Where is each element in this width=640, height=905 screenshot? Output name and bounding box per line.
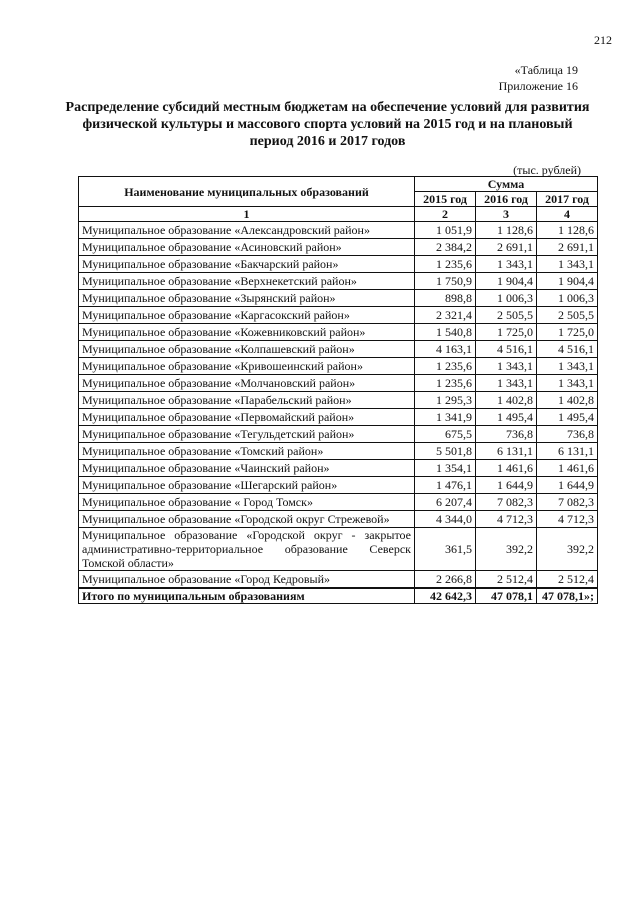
municipality-name: Муниципальное образование «Чаинский район» bbox=[79, 460, 415, 477]
value-2017: 7 082,3 bbox=[537, 494, 598, 511]
value-2016: 1 343,1 bbox=[476, 358, 537, 375]
municipality-name: Муниципальное образование «Тегульдетский район» bbox=[79, 426, 415, 443]
table-row bbox=[79, 324, 598, 341]
value-2015: 1 295,3 bbox=[415, 392, 476, 409]
value-2016: 392,2 bbox=[476, 528, 537, 571]
value-2017: 736,8 bbox=[537, 426, 598, 443]
value-2015: 1 235,6 bbox=[415, 358, 476, 375]
column-number: 3 bbox=[476, 207, 537, 222]
municipality-name: Муниципальное образование «Александровский район» bbox=[79, 222, 415, 239]
table-row bbox=[79, 392, 598, 409]
municipality-name: Муниципальное образование «Первомайский район» bbox=[79, 409, 415, 426]
value-2017: 4 712,3 bbox=[537, 511, 598, 528]
total-2017: 47 078,1»; bbox=[537, 588, 598, 604]
table-row bbox=[79, 375, 598, 392]
page-number: 212 bbox=[594, 33, 612, 47]
header-year-2016: 2016 год bbox=[476, 192, 537, 207]
value-2017: 1 725,0 bbox=[537, 324, 598, 341]
header-name: Наименование муниципальных образований bbox=[79, 177, 415, 207]
value-2016: 4 516,1 bbox=[476, 341, 537, 358]
value-2016: 1 461,6 bbox=[476, 460, 537, 477]
municipality-name: Муниципальное образование «Асиновский район» bbox=[79, 239, 415, 256]
total-row bbox=[79, 588, 598, 604]
value-2017: 392,2 bbox=[537, 528, 598, 571]
municipality-name: Муниципальное образование «Бакчарский район» bbox=[79, 256, 415, 273]
value-2015: 4 163,1 bbox=[415, 341, 476, 358]
municipality-name: Муниципальное образование «Верхнекетский район» bbox=[79, 273, 415, 290]
table-row bbox=[79, 290, 598, 307]
column-number: 1 bbox=[79, 207, 415, 222]
value-2016: 2 691,1 bbox=[476, 239, 537, 256]
value-2015: 1 341,9 bbox=[415, 409, 476, 426]
value-2016: 1 006,3 bbox=[476, 290, 537, 307]
value-2015: 5 501,8 bbox=[415, 443, 476, 460]
value-2016: 1 343,1 bbox=[476, 375, 537, 392]
value-2015: 1 476,1 bbox=[415, 477, 476, 494]
units-label: (тыс. рублей) bbox=[513, 163, 581, 177]
value-2015: 675,5 bbox=[415, 426, 476, 443]
value-2015: 2 266,8 bbox=[415, 571, 476, 589]
municipality-name: Муниципальное образование «Молчановский район» bbox=[79, 375, 415, 392]
value-2017: 1 343,1 bbox=[537, 256, 598, 273]
table-row bbox=[79, 341, 598, 358]
value-2016: 1 343,1 bbox=[476, 256, 537, 273]
table-row bbox=[79, 528, 598, 571]
value-2015: 1 750,9 bbox=[415, 273, 476, 290]
table-row bbox=[79, 477, 598, 494]
value-2015: 898,8 bbox=[415, 290, 476, 307]
value-2016: 1 725,0 bbox=[476, 324, 537, 341]
value-2017: 1 904,4 bbox=[537, 273, 598, 290]
table-row bbox=[79, 307, 598, 324]
table-row bbox=[79, 358, 598, 375]
value-2015: 4 344,0 bbox=[415, 511, 476, 528]
value-2017: 1 644,9 bbox=[537, 477, 598, 494]
value-2015: 1 354,1 bbox=[415, 460, 476, 477]
table-row bbox=[79, 239, 598, 256]
value-2016: 1 904,4 bbox=[476, 273, 537, 290]
appendix-reference: Приложение 16 bbox=[498, 79, 578, 93]
value-2017: 1 343,1 bbox=[537, 358, 598, 375]
value-2016: 2 505,5 bbox=[476, 307, 537, 324]
header-year-2015: 2015 год bbox=[415, 192, 476, 207]
value-2017: 2 512,4 bbox=[537, 571, 598, 589]
value-2017: 1 402,8 bbox=[537, 392, 598, 409]
municipality-name: Муниципальное образование « Город Томск» bbox=[79, 494, 415, 511]
value-2017: 2 691,1 bbox=[537, 239, 598, 256]
municipality-name: Муниципальное образование «Кожевниковский район» bbox=[79, 324, 415, 341]
table-reference: «Таблица 19 bbox=[514, 63, 578, 77]
value-2017: 1 343,1 bbox=[537, 375, 598, 392]
table-row bbox=[79, 511, 598, 528]
table-row bbox=[79, 571, 598, 589]
subsidy-table bbox=[78, 176, 598, 604]
municipality-name: Муниципальное образование «Томский район» bbox=[79, 443, 415, 460]
value-2016: 7 082,3 bbox=[476, 494, 537, 511]
value-2017: 1 461,6 bbox=[537, 460, 598, 477]
table-row bbox=[79, 494, 598, 511]
value-2015: 6 207,4 bbox=[415, 494, 476, 511]
value-2015: 361,5 bbox=[415, 528, 476, 571]
value-2017: 1 006,3 bbox=[537, 290, 598, 307]
value-2015: 1 235,6 bbox=[415, 375, 476, 392]
municipality-name: Муниципальное образование «Город Кедровый» bbox=[79, 571, 415, 589]
value-2016: 2 512,4 bbox=[476, 571, 537, 589]
table-row bbox=[79, 426, 598, 443]
column-number: 4 bbox=[537, 207, 598, 222]
municipality-name: Муниципальное образование «Каргасокский район» bbox=[79, 307, 415, 324]
value-2016: 1 402,8 bbox=[476, 392, 537, 409]
table-row bbox=[79, 460, 598, 477]
table-row bbox=[79, 409, 598, 426]
value-2015: 2 384,2 bbox=[415, 239, 476, 256]
annex-reference bbox=[499, 62, 578, 94]
table-row bbox=[79, 273, 598, 290]
municipality-name: Муниципальное образование «Зырянский район» bbox=[79, 290, 415, 307]
value-2017: 4 516,1 bbox=[537, 341, 598, 358]
municipality-name: Муниципальное образование «Городской округ - закрытое административно-территориальное образование Северск Томской области» bbox=[79, 528, 415, 571]
municipality-name: Муниципальное образование «Колпашевский район» bbox=[79, 341, 415, 358]
municipality-name: Муниципальное образование «Парабельский район» bbox=[79, 392, 415, 409]
value-2016: 1 495,4 bbox=[476, 409, 537, 426]
header-sum: Сумма bbox=[415, 177, 598, 192]
value-2015: 2 321,4 bbox=[415, 307, 476, 324]
header-year-2017: 2017 год bbox=[537, 192, 598, 207]
value-2016: 1 644,9 bbox=[476, 477, 537, 494]
column-number: 2 bbox=[415, 207, 476, 222]
total-2015: 42 642,3 bbox=[415, 588, 476, 604]
value-2017: 2 505,5 bbox=[537, 307, 598, 324]
value-2016: 736,8 bbox=[476, 426, 537, 443]
value-2015: 1 540,8 bbox=[415, 324, 476, 341]
table-row bbox=[79, 222, 598, 239]
value-2015: 1 051,9 bbox=[415, 222, 476, 239]
municipality-name: Муниципальное образование «Городской округ Стрежевой» bbox=[79, 511, 415, 528]
value-2015: 1 235,6 bbox=[415, 256, 476, 273]
value-2017: 1 495,4 bbox=[537, 409, 598, 426]
document-title: Распределение субсидий местным бюджетам на обеспечение условий для развития физической культуры и массового спорта условий на 2015 год и на плановый период 2016 и 2017 годов bbox=[65, 100, 590, 149]
value-2016: 1 128,6 bbox=[476, 222, 537, 239]
municipality-name: Муниципальное образование «Шегарский район» bbox=[79, 477, 415, 494]
table-row bbox=[79, 256, 598, 273]
value-2017: 6 131,1 bbox=[537, 443, 598, 460]
value-2016: 4 712,3 bbox=[476, 511, 537, 528]
total-label: Итого по муниципальным образованиям bbox=[79, 588, 415, 604]
table-body bbox=[79, 222, 598, 589]
municipality-name: Муниципальное образование «Кривошеинский район» bbox=[79, 358, 415, 375]
value-2016: 6 131,1 bbox=[476, 443, 537, 460]
table-row bbox=[79, 443, 598, 460]
value-2017: 1 128,6 bbox=[537, 222, 598, 239]
total-2016: 47 078,1 bbox=[476, 588, 537, 604]
